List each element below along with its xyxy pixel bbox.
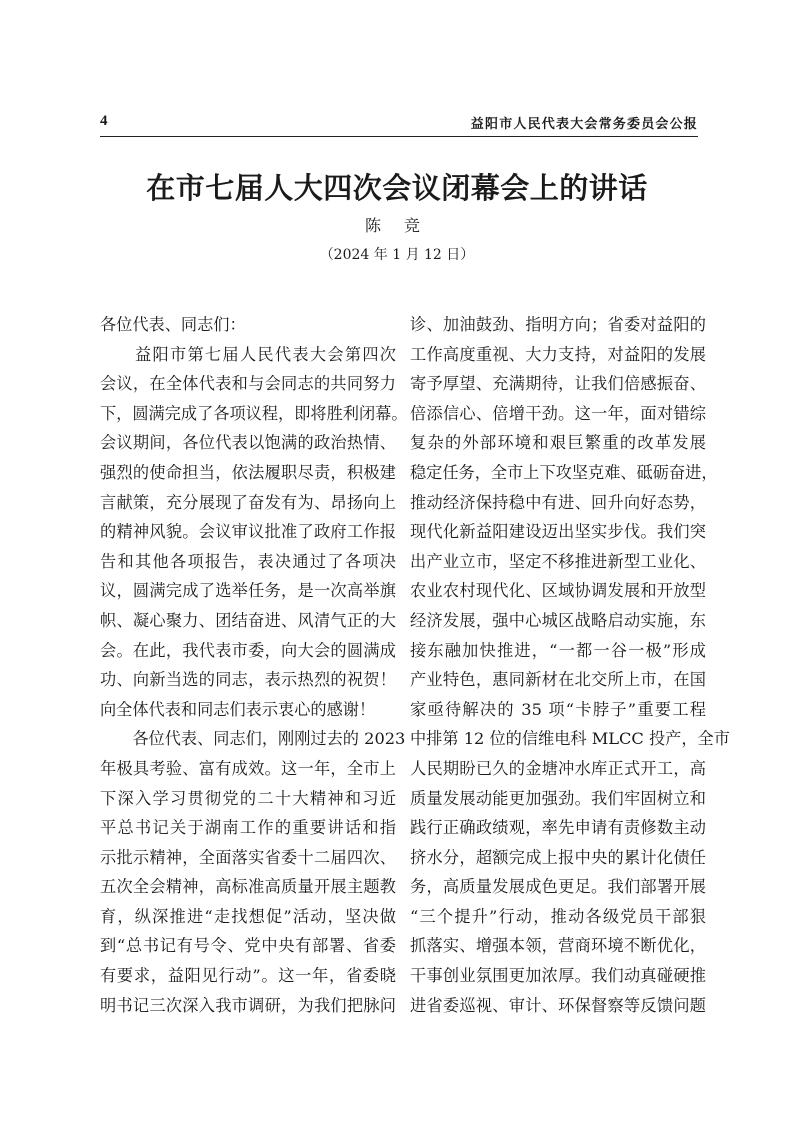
text-line: 平总书记关于湖南工作的重要讲话和指 xyxy=(100,818,396,838)
text-line: 的精神风貌。会议审议批准了政府工作报 xyxy=(100,522,396,542)
text-line: 干事创业氛围更加浓厚。我们动真碰硬推 xyxy=(410,966,706,986)
left-column xyxy=(100,310,408,1020)
text-line: 抓落实、增强本领，营商环境不断优化， xyxy=(410,936,706,956)
text-line: 益阳市第七届人民代表大会第四次 xyxy=(100,344,396,364)
text-line: 稳定任务，全市上下攻坚克难、砥砺奋进， xyxy=(410,462,718,482)
header-rule xyxy=(100,136,698,137)
article-title: 在市七届人大四次会议闭幕会上的讲话 xyxy=(146,171,648,205)
text-line: 各位代表、同志们，刚刚过去的 2023 xyxy=(100,729,406,749)
page-header xyxy=(100,113,698,135)
text-line: 进省委巡视、审计、环保督察等反馈问题 xyxy=(410,995,706,1015)
text-line: 中排第 12 位的信维电科 MLCC 投产，全市 xyxy=(410,729,730,749)
text-line: 强烈的使命担当，依法履职尽责，积极建 xyxy=(100,462,396,482)
text-line: 挤水分，超额完成上报中央的累计化债任 xyxy=(410,847,706,867)
text-line: 工作高度重视、大力支持，对益阳的发展 xyxy=(410,344,706,364)
text-line: 人民期盼已久的金塘冲水库正式开工，高 xyxy=(410,758,706,778)
text-line: 质量发展动能更加强劲。我们牢固树立和 xyxy=(410,788,706,808)
article-date: （2024 年 1 月 12 日） xyxy=(319,247,475,263)
text-line: 功、向新当选的同志，表示热烈的祝贺！ xyxy=(100,670,396,690)
text-line: 经济发展，强中心城区战略启动实施，东 xyxy=(410,610,706,630)
text-line: 年极具考验、富有成效。这一年，全市上 xyxy=(100,758,396,778)
text-line: 复杂的外部环境和艰巨繁重的改革发展 xyxy=(410,433,706,453)
text-line: 言献策，充分展现了奋发有为、昂扬向上 xyxy=(100,492,396,512)
text-line: “三个提升”行动，推动各级党员干部狠 xyxy=(410,906,706,926)
text-line: 倍添信心、倍增干劲。这一年，面对错综 xyxy=(410,403,706,423)
text-line: 育，纵深推进“走找想促”活动，坚决做 xyxy=(100,906,396,926)
text-line: 下，圆满完成了各项议程，即将胜利闭幕。 xyxy=(100,403,408,423)
text-line: 帜、凝心聚力、团结奋进、风清气正的大 xyxy=(100,610,396,630)
text-line: 产业特色，惠同新材在北交所上市，在国 xyxy=(410,670,706,690)
text-line: 到“总书记有号令、党中央有部署、省委 xyxy=(100,936,396,956)
text-line: 向全体代表和同志们表示衷心的感谢！ xyxy=(100,699,376,719)
text-line: 五次全会精神，高标准高质量开展主题教 xyxy=(100,877,396,897)
text-line: 各位代表、同志们： xyxy=(100,315,246,334)
text-line: 农业农村现代化、区域协调发展和开放型 xyxy=(410,581,706,601)
text-line: 示批示精神，全面落实省委十二届四次、 xyxy=(100,847,396,867)
text-line: 明书记三次深入我市调研，为我们把脉问 xyxy=(100,995,396,1015)
text-line: 推动经济保持稳中有进、回升向好态势， xyxy=(410,492,706,512)
text-line: 议，圆满完成了选举任务，是一次高举旗 xyxy=(100,581,396,601)
text-line: 诊、加油鼓劲、指明方向；省委对益阳的 xyxy=(410,315,706,334)
text-line: 现代化新益阳建设迈出坚实步伐。我们突 xyxy=(410,522,706,542)
text-line: 出产业立市，坚定不移推进新型工业化、 xyxy=(410,551,706,571)
text-line: 会议，在全体代表和与会同志的共同努力 xyxy=(100,374,396,394)
page-number: 4 xyxy=(100,113,108,129)
text-line: 会。在此，我代表市委，向大会的圆满成 xyxy=(100,640,396,660)
text-line: 告和其他各项报告，表决通过了各项决 xyxy=(100,551,396,571)
text-line: 务，高质量发展成色更足。我们部署开展 xyxy=(410,877,706,897)
text-line: 有要求，益阳见行动”。这一年，省委晓 xyxy=(100,966,396,986)
article-author: 陈 竞 xyxy=(364,216,430,235)
text-line: 家亟待解决的 35 项“卡脖子”重要工程 xyxy=(410,699,706,719)
text-line: 会议期间，各位代表以饱满的政治热情、 xyxy=(100,433,396,453)
text-line: 接东融加快推进，“一都一谷一极”形成 xyxy=(410,640,706,660)
text-line: 下深入学习贯彻党的二十大精神和习近 xyxy=(100,788,396,808)
right-column xyxy=(410,310,730,1020)
text-line: 寄予厚望、充满期待，让我们倍感振奋、 xyxy=(410,374,706,394)
journal-title: 益阳市人民代表大会常务委员会公报 xyxy=(470,117,698,132)
text-line: 践行正确政绩观，率先申请有责修数主动 xyxy=(410,818,706,838)
